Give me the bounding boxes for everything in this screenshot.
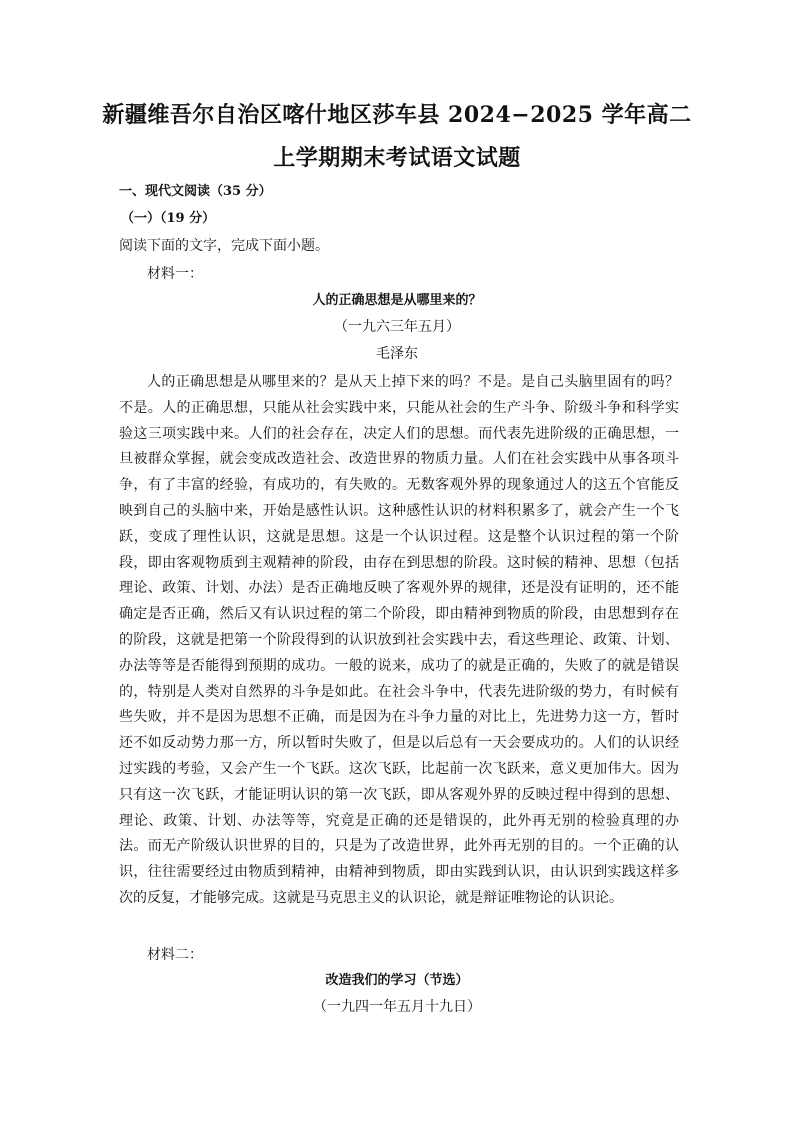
body-line: 过实践的考验，又会产生一个飞跃。这次飞跃，比起前一次飞跃来，意义更加伟大。因为 — [119, 760, 679, 777]
body-line: 还不如反动势力那一方，所以暂时失败了，但是以后总有一天会要成功的。人们的认识经 — [119, 735, 679, 752]
body-line: 段，即由客观物质到主观精神的阶段，由存在到思想的阶段。这时候的精神、思想（包括 — [119, 554, 679, 571]
material2-date: （一九四一年五月十九日） — [313, 999, 481, 1015]
reading-instruction: 阅读下面的文字，完成下面小题。 — [119, 238, 329, 254]
body-line: 确定是否正确，然后又有认识过程的第二个阶段，即由精神到物质的阶段，由思想到存在 — [119, 606, 679, 623]
material2-label: 材料二： — [147, 947, 203, 963]
material2-title: 改造我们的学习（节选） — [325, 973, 469, 988]
body-line: 验这三项实践中来。人们的社会存在，决定人们的思想。而代表先进阶级的正确思想，一 — [119, 425, 679, 442]
body-line: 争，有了丰富的经验，有成功的，有失败的。无数客观外界的现象通过人的这五个官能反 — [119, 477, 679, 494]
material1-body — [119, 370, 679, 912]
section-subheading: （一）（19 分） — [121, 211, 216, 226]
body-line: 的，特别是人类对自然界的斗争是如此。在社会斗争中，代表先进阶级的势力，有时候有 — [119, 683, 679, 700]
body-line: 映到自己的头脑中来，开始是感性认识。这种感性认识的材料积累多了，就会产生一个飞 — [119, 502, 679, 519]
body-line: 只有这一次飞跃，才能证明认识的第一次飞跃，即从客观外界的反映过程中得到的思想、 — [119, 786, 679, 803]
material1-author: 毛泽东 — [376, 346, 418, 362]
body-line: 办法等等是否能得到预期的成功。一般的说来，成功了的就是正确的，失败了的就是错误 — [119, 657, 679, 674]
material1-date: （一九六三年五月） — [334, 319, 460, 335]
body-line: 的阶段，这就是把第一个阶段得到的认识放到社会实践中去，看这些理论、政策、计划、 — [119, 631, 679, 648]
body-line: 法。而无产阶级认识世界的目的，只是为了改造世界，此外再无别的目的。一个正确的认 — [119, 838, 679, 855]
body-line: 旦被群众掌握，就会变成改造社会、改造世界的物质力量。人们在社会实践中从事各项斗 — [119, 451, 679, 468]
body-line: 识，往往需要经过由物质到精神，由精神到物质，即由实践到认识，由认识到实践这样多 — [119, 864, 679, 881]
body-line: 跃，变成了理性认识，这就是思想。这是一个认识过程。这是整个认识过程的第一个阶 — [119, 528, 679, 545]
document-title-line2: 上学期期末考试语文试题 — [273, 145, 521, 171]
material1-label: 材料一： — [147, 266, 203, 282]
body-line: 次的反复，才能够完成。这就是马克思主义的认识论，就是辩证唯物论的认识论。 — [119, 889, 623, 906]
body-line: 理论、政策、计划、办法）是否正确地反映了客观外界的规律，还是没有证明的，还不能 — [119, 580, 679, 597]
section-heading: 一、现代文阅读（35 分） — [119, 184, 272, 199]
body-line: 不是。人的正确思想，只能从社会实践中来，只能从社会的生产斗争、阶级斗争和科学实 — [119, 399, 679, 416]
document-title-line1: 新疆维吾尔自治区喀什地区莎车县 2024−2025 学年高二 — [102, 102, 692, 128]
body-line: 人的正确思想是从哪里来的？是从天上掉下来的吗？不是。是自己头脑里固有的吗？ — [147, 374, 679, 390]
material1-title: 人的正确思想是从哪里来的？ — [312, 293, 482, 308]
body-line: 理论、政策、计划、办法等等，究竟是正确的还是错误的，此外再无别的检验真理的办 — [119, 812, 679, 829]
body-line: 些失败，并不是因为思想不正确，而是因为在斗争力量的对比上，先进势力这一方，暂时 — [119, 709, 679, 726]
